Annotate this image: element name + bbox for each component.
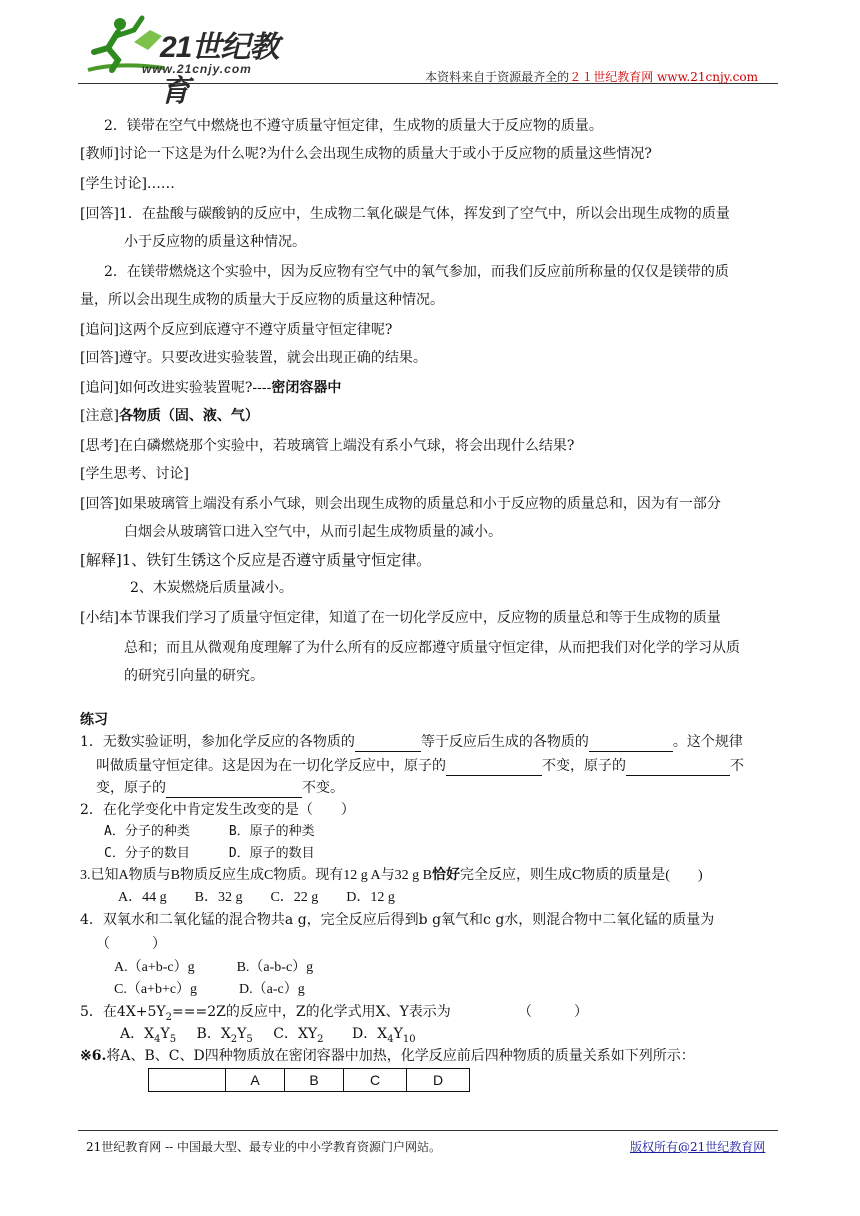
text-line: 的研究引向量的研究。 bbox=[124, 668, 264, 684]
footer-divider bbox=[78, 1130, 778, 1131]
answer-blank[interactable] bbox=[166, 782, 302, 798]
question-2: 2．在化学变化中肯定发生改变的是（ ） bbox=[80, 802, 355, 818]
source-note: 本资料来自于资源最齐全的２１世纪教育网 www.21cnjy.com bbox=[425, 70, 758, 84]
text-line: 2．镁带在空气中燃烧也不遵守质量守恒定律，生成物的质量大于反应物的质量。 bbox=[104, 118, 603, 134]
question-1: 1．无数实验证明，参加化学反应的各物质的 等于反应后生成的各物质的 。这个规律 bbox=[80, 734, 743, 750]
answer-paren: （ ） bbox=[518, 1004, 588, 1020]
text-line: [教师]讨论一下这是为什么呢?为什么会出现生成物的质量大于或小于反应物的质量这些情况? bbox=[80, 146, 652, 162]
answer-blank[interactable] bbox=[355, 736, 421, 752]
text-line: [追问]这两个反应到底遵守不遵守质量守恒定律呢? bbox=[80, 322, 393, 338]
question-6: ※6.将A、B、C、D四种物质放在密闭容器中加热，化学反应前后四种物质的质量关系如下列所示： bbox=[80, 1048, 695, 1064]
text-line: 小于反应物的质量这种情况。 bbox=[124, 234, 306, 250]
question-4-options: A.（a+b-c）g B.（a-b-c）g bbox=[114, 960, 314, 975]
question-4: 4．双氧水和二氧化锰的混合物共a g，完全反应后得到b g氧气和c g水，则混合物中二氧化锰的质量为 bbox=[80, 912, 715, 928]
table-header-cell: B bbox=[285, 1069, 344, 1092]
text-line: [思考]在白磷燃烧那个实验中，若玻璃管上端没有系小气球，将会出现什么结果? bbox=[80, 438, 575, 454]
text-line: 2、木炭燃烧后质量减小。 bbox=[130, 580, 293, 596]
text-line: [学生讨论]…… bbox=[80, 176, 175, 192]
mass-table bbox=[148, 1068, 470, 1092]
text-line: [小结]本节课我们学习了质量守恒定律，知道了在一切化学反应中，反应物的质量总和等于生成物的质量 bbox=[80, 610, 721, 626]
text-line: [学生思考、讨论] bbox=[80, 466, 189, 482]
table-header-row bbox=[149, 1069, 470, 1092]
header-divider bbox=[78, 83, 778, 84]
question-5: 5．在$4X+5Y_2===2Z$的反应中，Z的化学式用X、Y表示为 bbox=[80, 1004, 451, 1023]
site-logo[interactable] bbox=[78, 12, 298, 108]
question-1-cont: 叫做质量守恒定律。这是因为在一切化学反应中，原子的 不变，原子的 不 bbox=[96, 758, 744, 774]
question-3: 3.已知A物质与B物质反应生成C物质。现有12 g A与32 g B恰好完全反应，则生成C物质的质量是( ) bbox=[80, 868, 703, 883]
copyright-link[interactable]: 版权所有@21世纪教育网 bbox=[630, 1140, 766, 1154]
text-line: [追问]如何改进实验装置呢?----密闭容器中 bbox=[80, 380, 342, 396]
answer-blank[interactable] bbox=[626, 760, 730, 776]
table-header-cell: D bbox=[407, 1069, 470, 1092]
table-header-cell: A bbox=[226, 1069, 285, 1092]
footer-text: 21世纪教育网 -- 中国最大型、最专业的中小学教育资源门户网站。 bbox=[86, 1140, 442, 1154]
text-line: 白烟会从玻璃管口进入空气中，从而引起生成物质量的减小。 bbox=[124, 524, 502, 540]
question-1-cont: 变，原子的 不变。 bbox=[96, 780, 344, 796]
question-2-options: C．分子的数目 D．原子的数目 bbox=[104, 846, 315, 861]
logo-text: 21世纪教育 bbox=[160, 31, 279, 108]
text-line: [注意]各物质（固、液、气） bbox=[80, 408, 259, 424]
table-header-cell bbox=[149, 1069, 226, 1092]
text-line: [回答]如果玻璃管上端没有系小气球，则会出现生成物的质量总和小于反应物的质量总和，因为有一部分 bbox=[80, 496, 721, 512]
page-header bbox=[78, 12, 778, 108]
answer-blank[interactable] bbox=[446, 760, 542, 776]
table-header-cell: C bbox=[344, 1069, 407, 1092]
text-line: [回答]1．在盐酸与碳酸钠的反应中，生成物二氧化碳是气体，挥发到了空气中，所以会出现生成物的质量 bbox=[80, 206, 730, 222]
exercise-title: 练习 bbox=[80, 712, 108, 728]
text-line: [解释]1、铁钉生锈这个反应是否遵守质量守恒定律。 bbox=[80, 551, 432, 569]
question-3-options: A．44 g B．32 g C．22 g D．12 g bbox=[118, 890, 395, 905]
text-line: 总和；而且从微观角度理解了为什么所有的反应都遵守质量守恒定律，从而把我们对化学的学习从质 bbox=[124, 640, 740, 656]
text-line: [回答]遵守。只要改进实验装置，就会出现正确的结果。 bbox=[80, 350, 427, 366]
text-line: 2．在镁带燃烧这个实验中，因为反应物有空气中的氧气参加，而我们反应前所称量的仅仅是镁带的质 bbox=[104, 264, 729, 280]
question-5-options: A．$X_4Y_5$ B．$X_2Y_5$ C．$XY_2$ D．$X_4Y_{10}$ bbox=[120, 1026, 416, 1045]
question-2-options: A．分子的种类 B．原子的种类 bbox=[104, 824, 315, 839]
logo-url: www.21cnjy.com bbox=[142, 62, 252, 76]
source-site-link[interactable]: ２１世纪教育网 bbox=[569, 70, 654, 84]
question-4-options: C.（a+b+c）g D.（a-c）g bbox=[114, 982, 305, 997]
answer-blank[interactable] bbox=[589, 736, 673, 752]
answer-paren: （ ） bbox=[96, 936, 166, 952]
text-line: 量，所以会出现生成物的质量大于反应物的质量这种情况。 bbox=[80, 292, 444, 308]
source-url-link[interactable]: www.21cnjy.com bbox=[657, 70, 758, 84]
